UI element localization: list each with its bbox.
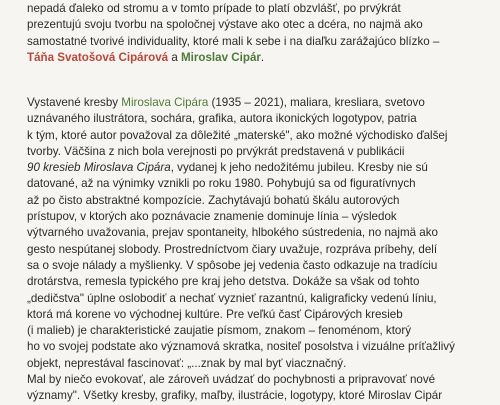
text-line: uznávaného ilustrátora, sochára, grafika, autora ikonických logotypov, patria (27, 112, 417, 126)
text-line: Mal by niečo evokovať, ale zároveň uvádzať do pochybnosti a pripravovať nové (27, 373, 436, 387)
text-span: , vydanej k jeho nedožitému jubileu. Kresby nie sú (170, 161, 428, 175)
text-line: „dedičstva" úplne oslobodiť a nechať vyznieť razantnú, kaligraficky vedenú líniu, (27, 291, 437, 305)
artist-name-miroslav: Miroslav Cipár (181, 50, 261, 64)
text-line: datované, až na výnimky vznikli po roku 1980. Pohybujú sa od figuratívnych (27, 177, 416, 191)
text-line: drotárstva, remesla typického pre kraj jeho detstva. Dokáže sa však od tohto (27, 275, 420, 289)
publication-title: 90 kresieb Miroslava Cipára (27, 161, 171, 175)
text-line: výtvarného uvažovania, prejav spontaneity, hlbokého sústredenia, no najmä ako (27, 226, 438, 240)
text-line: ho vo svojej podstate ako významová skratka, nositeľ posolstva i vizuálne príťažlivý (27, 340, 455, 354)
text-line (27, 50, 476, 66)
text-line (27, 95, 476, 111)
text-span: (1935 – 2021), maliara, kresliara, svetovo (208, 96, 425, 109)
text-line: až po čisto abstraktné kompozície. Zachytávajú bohatú škálu autorových (27, 193, 400, 207)
period: . (260, 50, 265, 64)
text-line: prístupov, v ktorých ako poznávacie znamenie dominuje línia – výsledok (27, 210, 397, 224)
text-line: k tým, ktoré autor považoval za dôležité „materské", ako možné východisko ďalšej (27, 128, 448, 142)
artist-name-tana: Táňa Svatošová Cipárová (27, 50, 169, 64)
artist-name-miroslav: Miroslava Cipára (121, 96, 209, 109)
text-line: objekt, neprestával fascinovať: „...znak by mal byť viacznačný. (27, 356, 347, 370)
intro-paragraph (27, 1, 476, 66)
text-line: tvorby. Väčšina z nich bola verejnosti po prvýkrát predstavená v publikácii (27, 144, 405, 158)
paragraph-1 (27, 95, 476, 372)
text-span: Vystavené kresby (27, 96, 122, 109)
text-line: (i malieb) je charakteristické zaujatie písmom, znakom – fenoménom, ktorý (27, 324, 412, 338)
text-line: prezentujú svoju tvorbu na spoločnej výstave ako otec a dcéra, no najmä ako (27, 18, 423, 32)
text-line (27, 160, 476, 176)
text-line: významy". Všetky kresby, grafiky, maľby, ilustrácie, logotypy, ktoré Miroslav Cipár (27, 389, 443, 403)
text-line: samostatné tvorivé individuality, ktoré mali k sebe i na diaľku zaráž​ajúco blízko – (27, 34, 440, 48)
body-text (27, 95, 476, 405)
text-line: gesto nespútanej slobody. Prostredníctvom čiary uvažuje, rozpráva príbehy, delí (27, 242, 438, 256)
text-line: sa o svoje nálady a myšlienky. V spôsobe jej vedenia často odkazuje na tradíciu (27, 258, 438, 272)
conjunction: a (168, 50, 182, 64)
text-line: ktorá má korene vo východnej kultúre. Pre veľkú časť Cipárových kresieb (27, 307, 403, 321)
text-line: nepadá ďaleko od stromu a v tomto prípade to platí obzvlášť, po prvýkrát (27, 2, 401, 15)
